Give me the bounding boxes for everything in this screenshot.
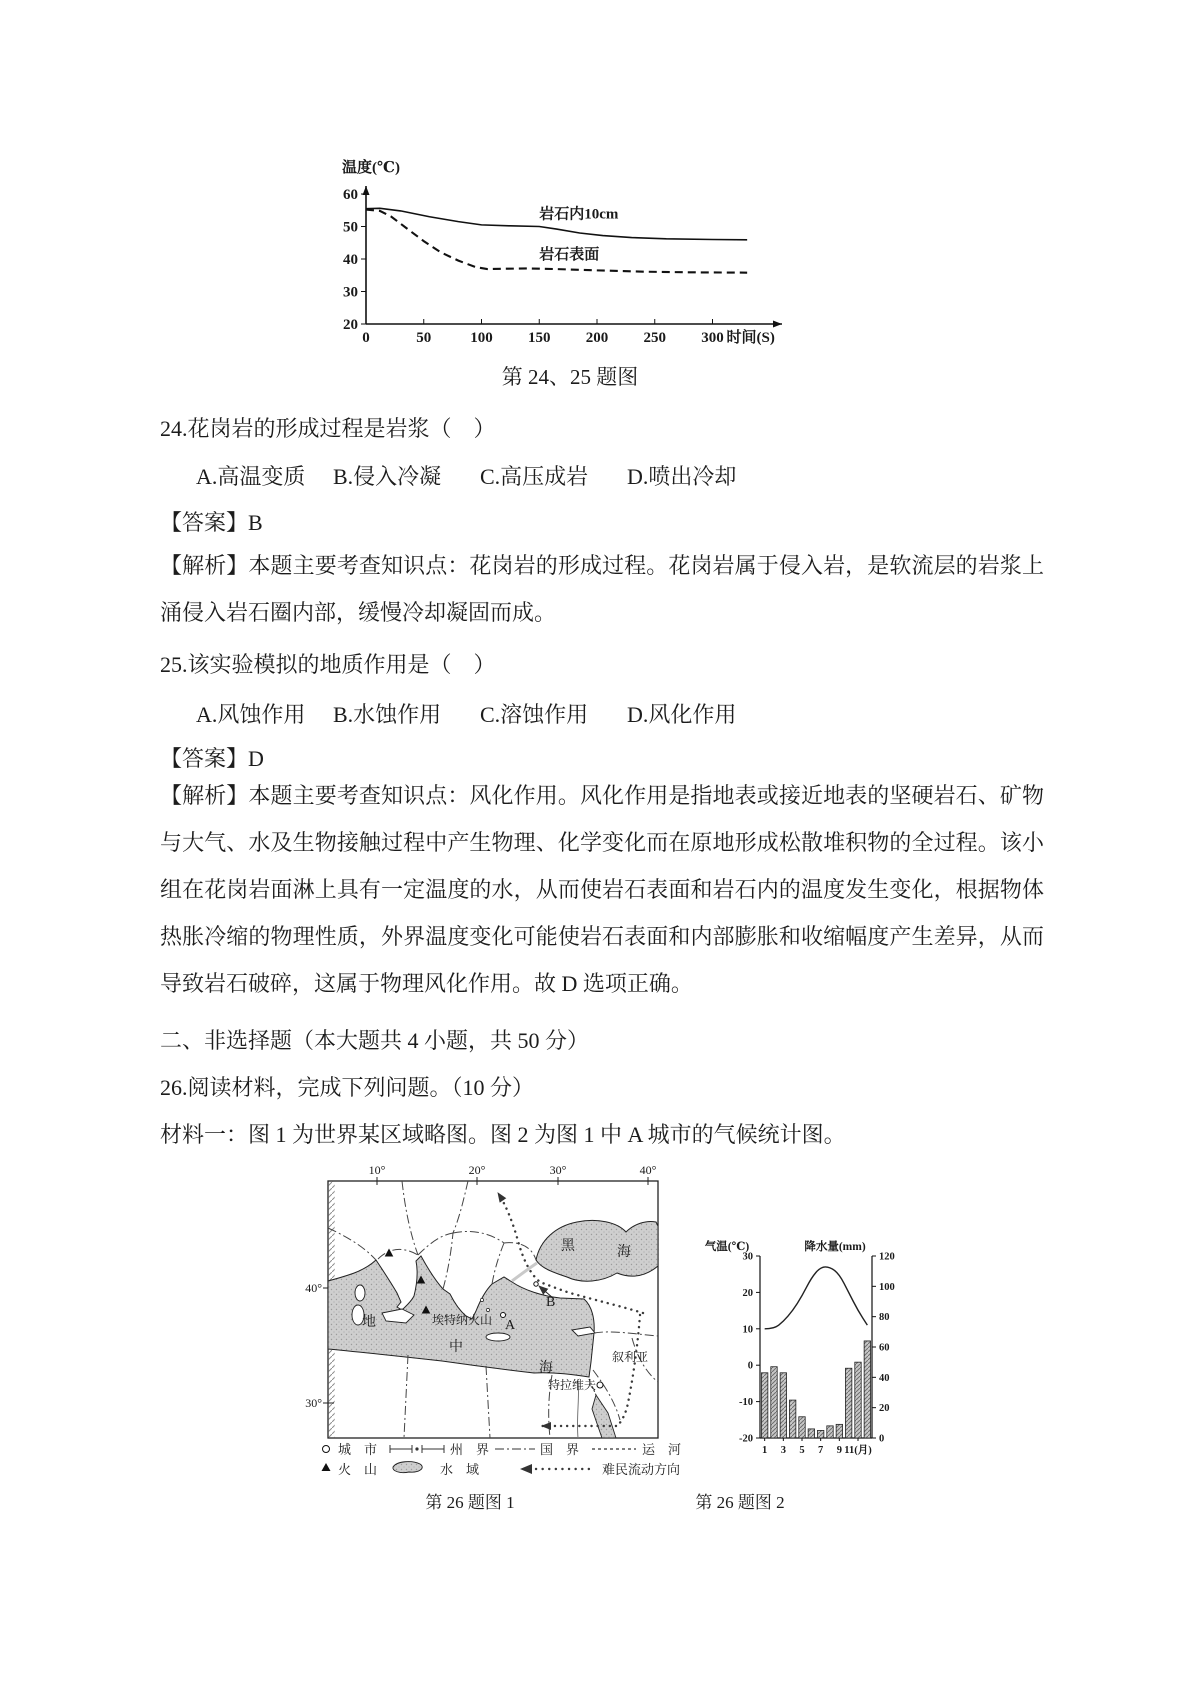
precip-bar xyxy=(761,1373,767,1438)
q24-answer: 【答案】B xyxy=(160,510,263,535)
city-a-climate-chart xyxy=(680,1236,910,1462)
precip-bar xyxy=(845,1368,851,1438)
x-tick-label: 200 xyxy=(585,330,609,346)
q26-material1: 材料一：图 1 为世界某区域略图。图 2 为图 1 中 A 城市的气候统计图。 xyxy=(160,1122,846,1147)
map-caption: 第 26 题图 1 xyxy=(425,1493,515,1512)
y-axis-label: 温度(℃) xyxy=(342,160,400,176)
temp-axis-label: 气温(℃) xyxy=(704,1241,750,1253)
precip-tick-label: 120 xyxy=(879,1251,895,1263)
city-b-label: B xyxy=(546,1295,556,1310)
precip-tick-label: 40 xyxy=(879,1372,890,1384)
x-tick-label: 300 xyxy=(701,330,724,346)
chart1-caption: 第 24、25 题图 xyxy=(501,365,639,389)
map-lon-label-40: 40° xyxy=(639,1163,657,1177)
map-lat-label-40: 40° xyxy=(305,1281,322,1295)
sea-label-zhong: 中 xyxy=(449,1340,463,1355)
city-b-marker xyxy=(534,1282,538,1286)
month-tick-label: 7 xyxy=(818,1445,824,1456)
y-tick-label: 20 xyxy=(343,317,358,333)
temp-tick-label: -20 xyxy=(739,1433,753,1445)
precip-axis-label: 降水量(mm) xyxy=(804,1241,866,1253)
tel-aviv-label: 特拉维夫 xyxy=(547,1378,596,1392)
precip-bar xyxy=(836,1424,842,1438)
x-tick-label: 150 xyxy=(528,330,551,346)
syria-label: 叙利亚 xyxy=(612,1350,649,1364)
q25-option-c: C.溶蚀作用 xyxy=(480,702,589,727)
q24-option-a: A.高温变质 xyxy=(196,464,306,489)
y-tick-label: 60 xyxy=(343,187,358,203)
x-tick-label: 50 xyxy=(416,330,432,346)
x-tick-label: 250 xyxy=(643,330,666,346)
temp-tick-label: 20 xyxy=(742,1287,753,1299)
legend-city-icon xyxy=(323,1446,330,1453)
q25-option-b: B.水蚀作用 xyxy=(333,702,442,727)
precip-bar xyxy=(808,1429,814,1438)
island-crete xyxy=(486,1333,510,1341)
legend-refugee-label: 难民流动方向 xyxy=(602,1462,681,1477)
q24-options xyxy=(160,462,1080,492)
section2-heading: 二、非选择题（本大题共 4 小题，共 50 分） xyxy=(160,1028,590,1053)
legend-city-label: 城 市 xyxy=(338,1442,378,1457)
map-lon-label-20: 20° xyxy=(468,1163,486,1177)
precip-tick-label: 80 xyxy=(879,1312,890,1324)
black-sea-label-hei: 黑 xyxy=(561,1239,575,1254)
rock-temperature-line-chart xyxy=(330,152,810,350)
series-label: 岩石表面 xyxy=(539,247,600,263)
month-tick-label: 3 xyxy=(780,1445,786,1456)
city-tel-aviv-marker xyxy=(597,1382,603,1388)
x-tick-label: 100 xyxy=(470,330,493,346)
city-a-marker xyxy=(501,1313,506,1318)
island-corsica xyxy=(355,1285,365,1301)
q24-analysis: 【解析】本题主要考查知识点：花岗岩的形成过程。花岗岩属于侵入岩，是软流层的岩浆上涌侵入岩石圈内部，缓慢冷却凝固而成。 xyxy=(160,553,1044,625)
temp-tick-label: 10 xyxy=(742,1324,753,1336)
figure-q26-climate-chart xyxy=(680,1236,910,1467)
temperature-curve xyxy=(765,1267,868,1329)
aegean-islet xyxy=(486,1308,489,1311)
precip-bar xyxy=(780,1373,786,1438)
legend-volcano-icon xyxy=(322,1463,331,1471)
precip-bar xyxy=(855,1362,861,1438)
q24-option-d: D.喷出冷却 xyxy=(627,464,737,489)
precip-tick-label: 20 xyxy=(879,1403,890,1415)
legend-national-boundary-label: 国 界 xyxy=(540,1442,580,1457)
map-lon-label-10: 10° xyxy=(368,1163,386,1177)
legend-refugee-arrowhead xyxy=(520,1464,532,1474)
y-tick-label: 30 xyxy=(343,284,358,301)
legend-state-dot xyxy=(416,1448,418,1450)
month-tick-label: 5 xyxy=(799,1445,805,1456)
q26-stem: 26.阅读材料，完成下列问题。（10 分） xyxy=(160,1075,535,1100)
y-tick-label: 50 xyxy=(343,219,358,236)
precip-tick-label: 100 xyxy=(879,1281,895,1293)
precip-tick-label: 0 xyxy=(879,1433,885,1445)
figure-q26-map xyxy=(290,1158,710,1485)
precip-bar xyxy=(789,1400,795,1438)
q25-options xyxy=(160,700,1080,730)
mediterranean-region-map xyxy=(290,1158,710,1480)
precip-bar xyxy=(771,1367,777,1438)
q25-option-a: A.风蚀作用 xyxy=(196,702,306,727)
etna-volcano-label: 埃特纳火山 xyxy=(432,1313,493,1327)
q25-analysis: 【解析】本题主要考查知识点：风化作用。风化作用是指地表或接近地表的坚硬岩石、矿物与大气、水及生物接触过程中产生物理、化学变化而在原地形成松散堆积物的全过程。该小组在花岗岩面淋上具有一定温度的水，从而使岩石表面和岩石内的温度发生变化，根据物体热胀冷缩的物理性质，外界温度变化可能使岩石表面和内部膨胀和收缩幅度产生差异，从而导致岩石破碎，这属于物理风化作用。故 D 选项正确。 xyxy=(160,783,1044,996)
legend-volcano-label: 火 山 xyxy=(338,1462,378,1477)
sea-label-di: 地 xyxy=(362,1315,376,1330)
series-label: 岩石内10cm xyxy=(539,206,619,223)
temp-tick-label: -10 xyxy=(739,1397,753,1409)
q24-option-c: C.高压成岩 xyxy=(480,464,589,489)
precip-bar xyxy=(817,1430,823,1438)
precip-tick-label: 60 xyxy=(879,1342,890,1354)
q25-stem: 25.该实验模拟的地质作用是（ ） xyxy=(160,652,496,677)
temp-tick-label: 0 xyxy=(747,1360,753,1372)
q24-option-b: B.侵入冷凝 xyxy=(333,464,442,489)
temp-tick-label: 30 xyxy=(742,1251,753,1263)
legend-water-icon xyxy=(393,1462,422,1473)
legend-water-label: 水 域 xyxy=(440,1462,480,1477)
black-sea-label-hai: 海 xyxy=(617,1245,631,1260)
q24-stem: 24.花岗岩的形成过程是岩浆（ ） xyxy=(160,416,496,441)
chart2-caption: 第 26 题图 2 xyxy=(695,1493,785,1512)
month-tick-label: 11(月) xyxy=(844,1445,872,1456)
precip-bar xyxy=(799,1417,805,1438)
map-lon-label-30: 30° xyxy=(549,1163,567,1177)
map-lat-label-30: 30° xyxy=(305,1396,322,1410)
aegean-islet xyxy=(480,1298,483,1301)
precip-bar xyxy=(827,1426,833,1438)
legend-canal-label: 运 河 xyxy=(642,1442,682,1457)
x-tick-label: 0 xyxy=(362,330,370,346)
sea-label-hai: 海 xyxy=(539,1361,553,1376)
x-axis-label: 时间(S) xyxy=(726,330,775,346)
month-tick-label: 1 xyxy=(762,1445,768,1456)
q25-answer: 【答案】D xyxy=(160,746,264,771)
legend-state-boundary-icon xyxy=(390,1445,444,1453)
legend-state-boundary-label: 州 界 xyxy=(450,1442,490,1457)
y-tick-label: 40 xyxy=(343,252,358,268)
figure-chart-q24-25 xyxy=(330,152,810,391)
q25-option-d: D.风化作用 xyxy=(627,702,737,727)
city-a-label: A xyxy=(505,1318,516,1333)
legend-refugee-icon xyxy=(520,1464,594,1474)
month-tick-label: 9 xyxy=(836,1445,842,1456)
precip-bar xyxy=(864,1341,870,1438)
